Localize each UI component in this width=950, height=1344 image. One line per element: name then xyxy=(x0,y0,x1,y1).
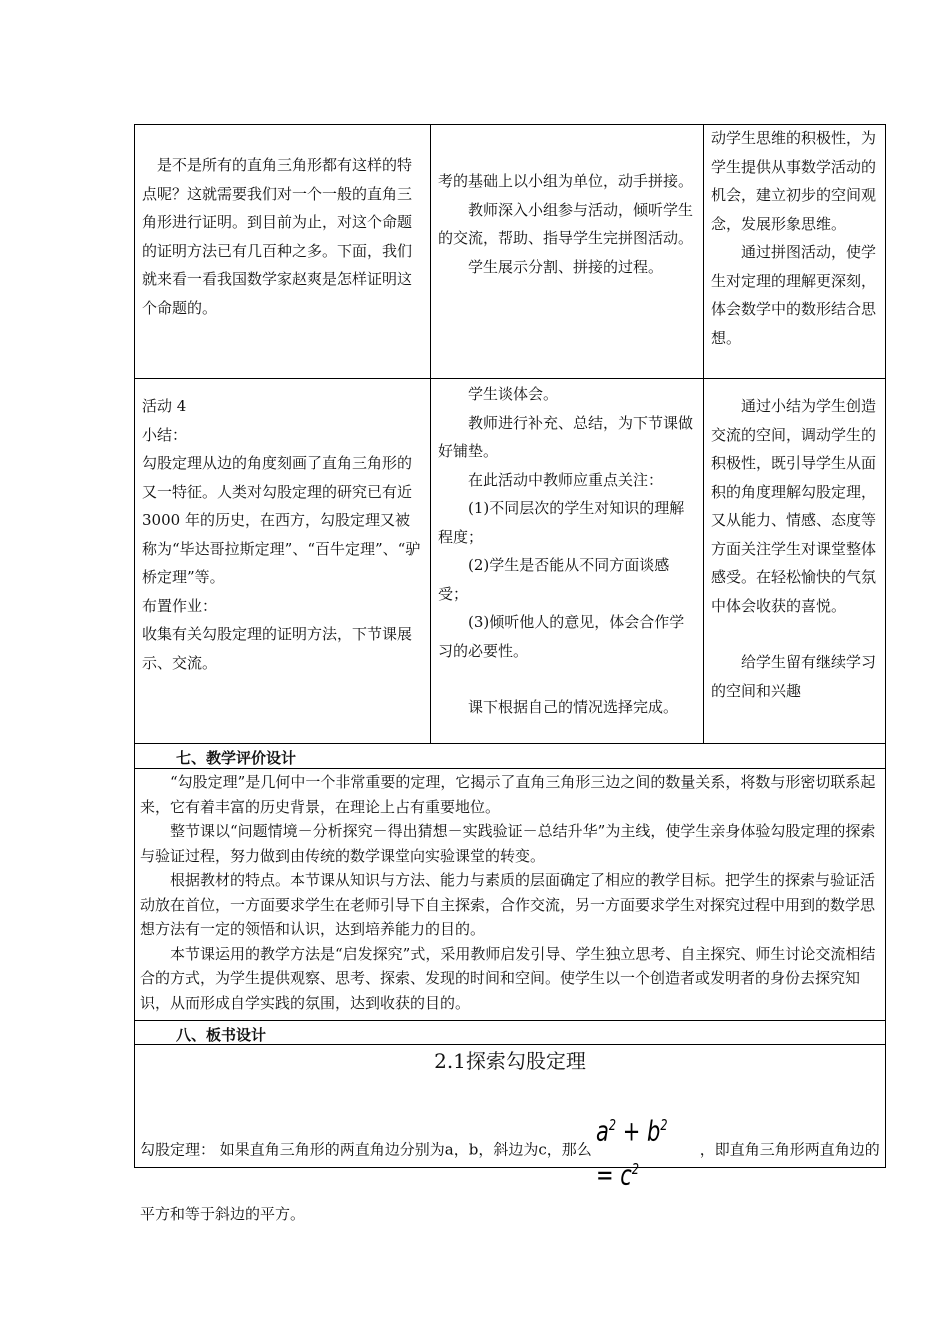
row1-teacher-text: 学生展示分割、拼接的过程。 xyxy=(468,257,664,276)
row2-design-text: 通过小结为学生创造交流的空间，调动学生的积极性，既引导学生从面积的角度理解勾股定理，又从能力、情感、态度等方面关注学生对课堂整体感受。在轻松愉快的气氛中体会收获的喜悦。 xyxy=(711,397,877,615)
row2-teacher-text: (2)学生是否能从不同方面谈感受； xyxy=(438,556,670,603)
evaluation-paragraph: 根据教材的特点。本节课从知识与方法、能力与素质的层面确定了相应的教学目标。把学生的探索与验证活动放在首位，一方面要求学生在老师引导下自主探索，合作交流，另一方面要求学生对探究过程中用到的数学思想方法有一定的领悟和认识，达到培养能力的目的。 xyxy=(140,871,876,938)
row1-activity-cell xyxy=(142,151,424,322)
row-divider xyxy=(134,768,886,769)
row1-teacher-cell xyxy=(438,167,696,281)
board-title: 2.1探索勾股定理 xyxy=(434,1049,586,1073)
row1-design-text: 通过拼图活动，使学生对定理的理解更深刻，体会数学中的数形结合思想。 xyxy=(711,243,877,347)
summary-label: 小结： xyxy=(142,425,188,444)
row1-design-text: 动学生思维的积极性，为学生提供从事数学活动的机会，建立初步的空间观念，发展形象思维。 xyxy=(711,129,877,233)
row2-teacher-cell xyxy=(438,380,696,722)
row1-teacher-text: 考的基础上以小组为单位，动手拼接。 xyxy=(438,172,694,190)
row-divider xyxy=(134,378,886,379)
evaluation-paragraph: 本节课运用的教学方法是“启发探究”式，采用教师启发引导、学生独立思考、自主探究、师生讨论交流相结合的方式，为学生提供观察、思考、探索、发现的时间和空间。使学生以一个创造者或发明者的身份去探究知识，从而形成自学实践的氛围，达到收获的目的。 xyxy=(140,944,876,1012)
row-divider xyxy=(134,1020,886,1021)
homework-text: 收集有关勾股定理的证明方法，下节课展示、交流。 xyxy=(142,625,413,672)
evaluation-paragraph: “勾股定理”是几何中一个非常重要的定理，它揭示了直角三角形三边之间的数量关系，将数与形密切联系起来，它有着丰富的历史背景，在理论上占有重要地位。 xyxy=(140,773,876,816)
row2-design-text: 给学生留有继续学习的空间和兴趣 xyxy=(711,653,877,700)
section-title-evaluation: 七、教学评价设计 xyxy=(176,749,297,767)
evaluation-body xyxy=(140,770,882,1015)
row1-activity-text: 是不是所有的直角三角形都有这样的特点呢？这就需要我们对一个一般的直角三角形进行证明。到目前为止，对这个命题的证明方法已有几百种之多。下面，我们就来看一看我国数学家赵爽是怎样证明这个命题的。 xyxy=(142,156,413,317)
section-title-board: 八、板书设计 xyxy=(176,1026,267,1044)
column-divider xyxy=(430,124,431,743)
row2-teacher-text: 在此活动中教师应重点关注： xyxy=(468,470,664,489)
homework-label: 布置作业： xyxy=(142,596,218,615)
activity-label: 活动 4 xyxy=(142,397,187,415)
row1-design-cell xyxy=(711,124,881,352)
pythagorean-formula: $a^2 + b^2 = c^2$ xyxy=(595,1114,668,1192)
row2-design-cell xyxy=(711,392,881,705)
row2-teacher-text: 教师进行补充、总结，为下节课做好铺垫。 xyxy=(438,413,694,460)
summary-text: 勾股定理从边的角度刻画了直角三角形的又一特征。人类对勾股定理的研究已有近 3000 年的历史，在西方，勾股定理又被称为“毕达哥拉斯定理”、“百牛定理”、“驴桥定理”等。 xyxy=(142,454,421,586)
row-divider xyxy=(134,743,886,744)
row2-teacher-text: 课下根据自己的情况选择完成。 xyxy=(468,698,679,716)
row2-activity-cell xyxy=(142,392,424,677)
row2-teacher-text: (3)倾听他人的意见，体会合作学习的必要性。 xyxy=(438,613,685,660)
theorem-suffix: ，即直角三角形两直角边的平方和等于斜边的平方。 xyxy=(140,1140,880,1223)
row2-teacher-text: (1)不同层次的学生对知识的理解程度； xyxy=(438,499,685,546)
theorem-prefix: 勾股定理： 如果直角三角形的两直角边分别为a，b，斜边为c，那么 xyxy=(140,1140,592,1159)
evaluation-paragraph: 整节课以“问题情境－分析探究－得出猜想－实践验证－总结升华”为主线，使学生亲身体验勾股定理的探索与验证过程，努力做到由传统的数学课堂向实验课堂的转变。 xyxy=(140,822,876,865)
column-divider xyxy=(703,124,704,743)
row1-teacher-text: 教师深入小组参与活动，倾听学生的交流，帮助、指导学生完拼图活动。 xyxy=(438,200,694,247)
row2-teacher-text: 学生谈体会。 xyxy=(468,385,559,403)
theorem-statement xyxy=(140,1106,882,1233)
